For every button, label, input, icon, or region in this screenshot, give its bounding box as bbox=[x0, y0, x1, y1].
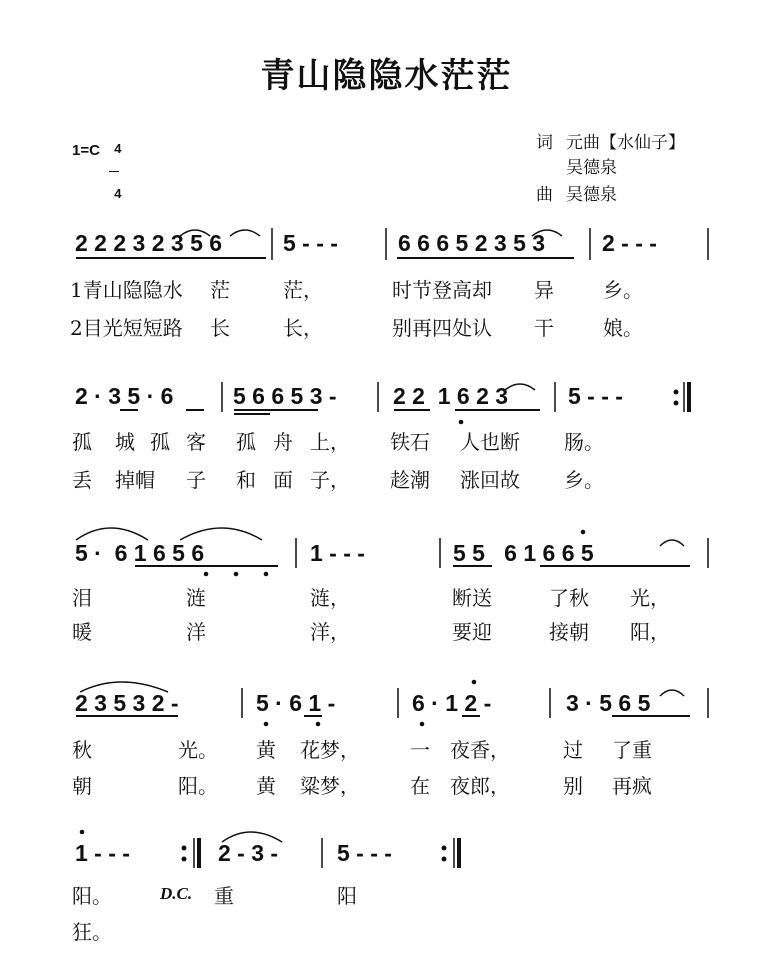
lyric: 光。 bbox=[178, 738, 218, 762]
lyric: 秋 bbox=[72, 738, 92, 762]
lyric: 黄 bbox=[256, 738, 276, 762]
lyric: 断送 bbox=[452, 586, 492, 610]
lyric: 一 bbox=[410, 738, 430, 762]
measure: 5 6 6 5 3 - bbox=[233, 383, 337, 409]
music-author: 吴德泉 bbox=[566, 185, 617, 205]
measure: 5 5 6 1 6 6 5 bbox=[453, 540, 594, 566]
measure: 3 · 5 6 5 bbox=[566, 690, 651, 716]
repeat-dot bbox=[442, 846, 447, 851]
measure: 5 - - - bbox=[568, 383, 623, 409]
measure: 2 - 3 - bbox=[218, 840, 279, 866]
lyric: 洋， bbox=[310, 620, 350, 644]
lyric: 时节登高却 bbox=[392, 278, 492, 302]
lyric: 肠。 bbox=[564, 430, 604, 454]
song-title: 青山隐隐水茫茫 bbox=[260, 56, 513, 96]
octave-dot bbox=[316, 722, 321, 727]
lyric: 乡。 bbox=[564, 468, 604, 492]
lyric: 涨回故 bbox=[460, 468, 520, 492]
lyric: 夜香， bbox=[450, 738, 510, 762]
lyric: 面 bbox=[273, 468, 293, 492]
slur bbox=[76, 528, 148, 540]
lyric: 接朝 bbox=[549, 620, 589, 644]
measure: 2 2 1 6 2 3 bbox=[393, 383, 509, 409]
lyrics-label: 词 bbox=[536, 133, 553, 153]
lyric: 了重 bbox=[612, 738, 652, 762]
lyric: 乡。 bbox=[603, 278, 643, 302]
slur bbox=[660, 540, 684, 546]
lyric: 光， bbox=[630, 586, 670, 610]
lyric: 别再四处认 bbox=[392, 316, 492, 340]
slur bbox=[532, 230, 562, 236]
lyric: 重 bbox=[214, 884, 234, 908]
lyric: 暖 bbox=[72, 620, 92, 644]
lyric: 子， bbox=[310, 468, 350, 492]
lyric: 子 bbox=[186, 468, 206, 492]
slur bbox=[222, 832, 282, 842]
measure: 2 · 3 5 · 6 bbox=[75, 383, 174, 409]
lyric: 客 bbox=[186, 430, 206, 454]
lyric: 茫 bbox=[210, 278, 230, 302]
lyric: 黄 bbox=[256, 774, 276, 798]
octave-dot bbox=[204, 572, 209, 577]
lyric: 和 bbox=[236, 468, 256, 492]
repeat-dot bbox=[442, 857, 447, 862]
meter-top: 4 bbox=[114, 141, 122, 156]
slur bbox=[180, 230, 210, 236]
lyric: 在 bbox=[410, 774, 430, 798]
lyric: 娘。 bbox=[603, 316, 643, 340]
measure: 2 3 5 3 2 - bbox=[75, 690, 179, 716]
octave-dot bbox=[234, 572, 239, 577]
lyric: 粱梦， bbox=[300, 774, 360, 798]
lyric: 舟 bbox=[273, 430, 293, 454]
measure: 1 - - - bbox=[75, 840, 130, 866]
repeat-dot bbox=[674, 390, 679, 395]
octave-dot bbox=[472, 680, 477, 685]
meter-bottom: 4 bbox=[114, 186, 122, 201]
lyric: 阳， bbox=[630, 620, 670, 644]
lyric: 长 bbox=[210, 316, 230, 340]
lyric: 阳。 bbox=[72, 884, 112, 908]
octave-dot bbox=[420, 722, 425, 727]
repeat-dot bbox=[182, 857, 187, 862]
measure: 2 2 2 3 2 3 5 6 bbox=[75, 230, 223, 256]
slur bbox=[230, 230, 260, 236]
lyric: 泪 bbox=[72, 586, 92, 610]
lyric: 孤 bbox=[150, 430, 170, 454]
octave-dot bbox=[80, 830, 85, 835]
octave-dot bbox=[459, 420, 464, 425]
slur bbox=[660, 690, 684, 696]
lyric: 干 bbox=[534, 316, 554, 340]
lyric: 上， bbox=[310, 430, 350, 454]
da-capo-mark: D.C. bbox=[160, 884, 193, 903]
lyric: 狂。 bbox=[72, 920, 112, 944]
lyric: 再疯 bbox=[612, 774, 652, 798]
slur bbox=[505, 384, 535, 390]
music-label: 曲 bbox=[536, 185, 553, 205]
repeat-dot bbox=[674, 401, 679, 406]
lyric: 阳 bbox=[337, 884, 357, 908]
lyrics-source: 元曲【水仙子】 bbox=[566, 133, 685, 153]
measure: 5 · 6 1 6 5 6 bbox=[75, 540, 205, 566]
octave-dot bbox=[581, 530, 586, 535]
measure: 5 - - - bbox=[337, 840, 392, 866]
lyric: 趁潮 bbox=[390, 468, 430, 492]
measure: 6 · 1 2 - bbox=[412, 690, 492, 716]
slur bbox=[180, 528, 262, 540]
measure: 2 - - - bbox=[602, 230, 657, 256]
lyric: 夜郎， bbox=[450, 774, 510, 798]
lyric: 涟 bbox=[186, 586, 206, 610]
lyrics-author: 吴德泉 bbox=[566, 158, 617, 178]
lyric: 过 bbox=[563, 738, 583, 762]
lyric: 掉帽 bbox=[115, 468, 155, 492]
measure: 6 6 6 5 2 3 5 3 bbox=[398, 230, 546, 256]
lyric: 孤 bbox=[72, 430, 92, 454]
lyric: 阳。 bbox=[178, 774, 218, 798]
key-signature: 1=C bbox=[72, 142, 100, 159]
lyric: 洋 bbox=[186, 620, 206, 644]
lyric: 别 bbox=[563, 774, 583, 798]
lyric: 花梦， bbox=[300, 738, 360, 762]
measure: 1 - - - bbox=[310, 540, 365, 566]
lyric: 长， bbox=[283, 316, 323, 340]
slur bbox=[80, 682, 168, 692]
lyric: 异 bbox=[534, 278, 554, 302]
lyric: 丢 bbox=[72, 468, 92, 492]
lyric: 人也断 bbox=[460, 430, 520, 454]
lyric: 2目光短短路 bbox=[70, 316, 183, 340]
octave-dot bbox=[264, 572, 269, 577]
lyric: 孤 bbox=[236, 430, 256, 454]
lyric: 城 bbox=[115, 430, 135, 454]
lyric: 铁石 bbox=[390, 430, 430, 454]
lyric: 1青山隐隐水 bbox=[70, 278, 183, 302]
lyric: 了秋 bbox=[549, 586, 589, 610]
measure: 5 · 6 1 - bbox=[256, 690, 336, 716]
repeat-dot bbox=[182, 846, 187, 851]
lyric: 茫， bbox=[283, 278, 323, 302]
octave-dot bbox=[264, 722, 269, 727]
measure: 5 - - - bbox=[283, 230, 338, 256]
lyric: 涟， bbox=[310, 586, 350, 610]
lyric: 要迎 bbox=[452, 620, 492, 644]
lyric: 朝 bbox=[72, 774, 92, 798]
